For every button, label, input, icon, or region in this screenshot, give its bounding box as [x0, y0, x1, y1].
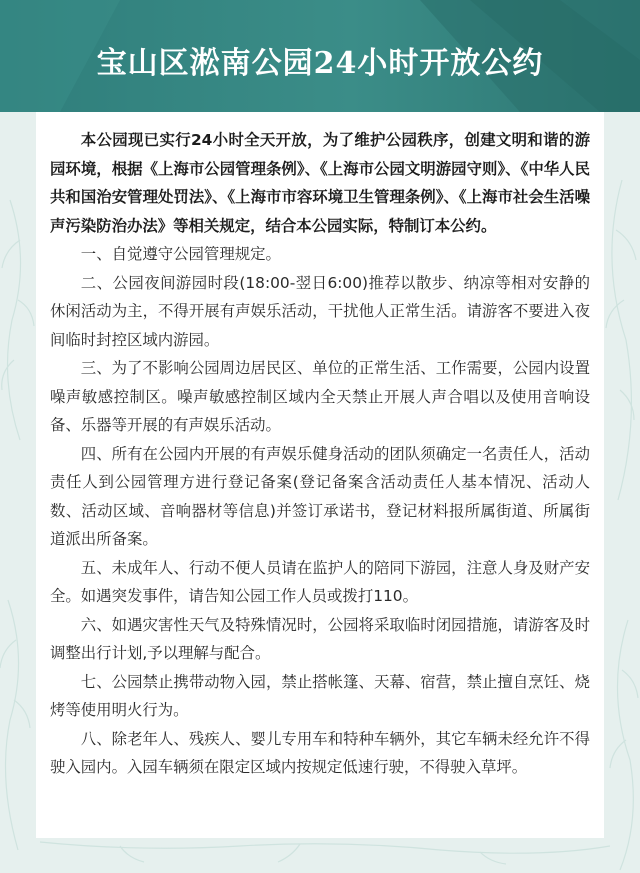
convention-body — [50, 126, 590, 782]
clause-3: 三、为了不影响公园周边居民区、单位的正常生活、工作需要，公园内设置噪声敏感控制区。噪声敏感控制区域内全天禁止开展人声合唱以及使用音响设备、乐器等开展的有声娱乐活动。 — [50, 359, 590, 434]
clause-4: 四、所有在公园内开展的有声娱乐健身活动的团队须确定一名责任人，活动责任人到公园管理方进行登记备案(登记备案含活动责任人基本情况、活动人数、活动区域、音响器材等信息)并签订承诺书，登记材料报所属街道、所属街道派出所备案。 — [50, 444, 590, 548]
clause-7: 七、公园禁止携带动物入园，禁止搭帐篷、天幕、宿营，禁止擅自烹饪、烧烤等使用明火行为。 — [50, 672, 590, 719]
intro-paragraph: 本公园现已实行24小时全天开放，为了维护公园秩序，创建文明和谐的游园环境，根据《上海市公园管理条例》、《上海市公园文明游园守则》、《中华人民共和国治安管理处罚法》、《上海市市容环境卫生管理条例》、《上海市社会生活噪声污染防治办法》等相关规定，结合本公园实际，特制订本公约。 — [50, 131, 590, 235]
clause-8: 八、除老年人、残疾人、婴儿专用车和特种车辆外，其它车辆未经允许不得驶入园内。入园车辆须在限定区域内按规定低速行驶，不得驶入草坪。 — [50, 729, 590, 776]
clause-2: 二、公园夜间游园时段(18:00-翌日6:00)推荐以散步、纳凉等相对安静的休闲活动为主，不得开展有声娱乐活动，干扰他人正常生活。请游客不要进入夜间临时封控区域内游园。 — [50, 273, 590, 349]
page-title: 宝山区淞南公园24小时开放公约 — [96, 46, 544, 81]
clause-1: 一、自觉遵守公园管理规定。 — [80, 245, 281, 263]
clause-5: 五、未成年人、行动不便人员请在监护人的陪同下游园，注意人身及财产安全。如遇突发事件，请告知公园工作人员或拨打110。 — [50, 558, 590, 605]
clause-6: 六、如遇灾害性天气及特殊情况时，公园将采取临时闭园措施，请游客及时调整出行计划,予以理解与配合。 — [50, 615, 590, 662]
